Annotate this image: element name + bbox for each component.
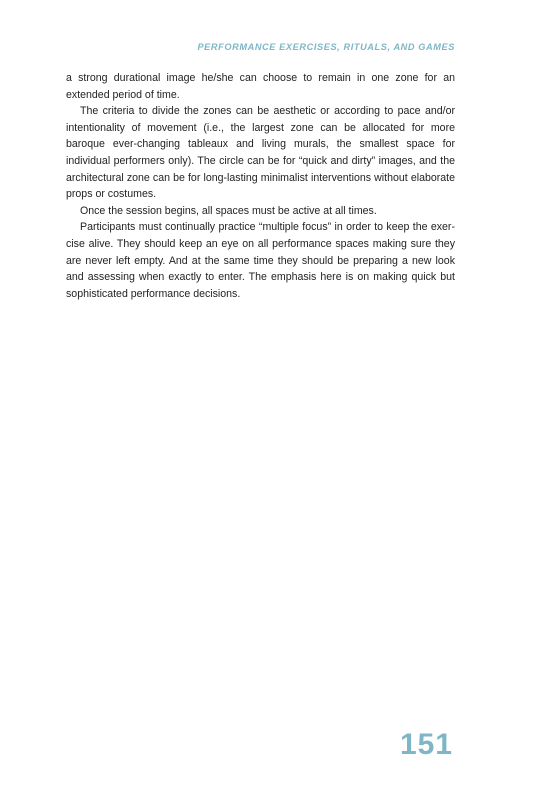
running-head: PERFORMANCE EXERCISES, RITUALS, AND GAMES [197, 42, 455, 52]
paragraph: a strong durational image he/she can choose to remain in one zone for an extended period of time. [66, 72, 455, 101]
page-number: 151 [399, 728, 453, 761]
paragraph: Participants must continually practice “multiple focus” in order to keep the exercise alive. They should keep an eye on all performance spaces making sure they are never left empty. And at the same time they should be preparing a new look and assessing when exactly to enter. The emphasis here is on making quick but sophisticated performance decisions. [66, 221, 455, 300]
body-text [66, 70, 455, 302]
paragraph: Once the session begins, all spaces must be active at all times. [80, 204, 377, 217]
paragraph: The criteria to divide the zones can be aesthetic or according to pace and/or intentionality of movement (i.e., the largest zone can be allocated for more baroque ever-changing tableaux and living murals, the smallest space for individual performers only). The circle can be for “quick and dirty” images, and the architectural zone can be for long-lasting minimalist interventions without elaborate props or costumes. [66, 105, 455, 201]
